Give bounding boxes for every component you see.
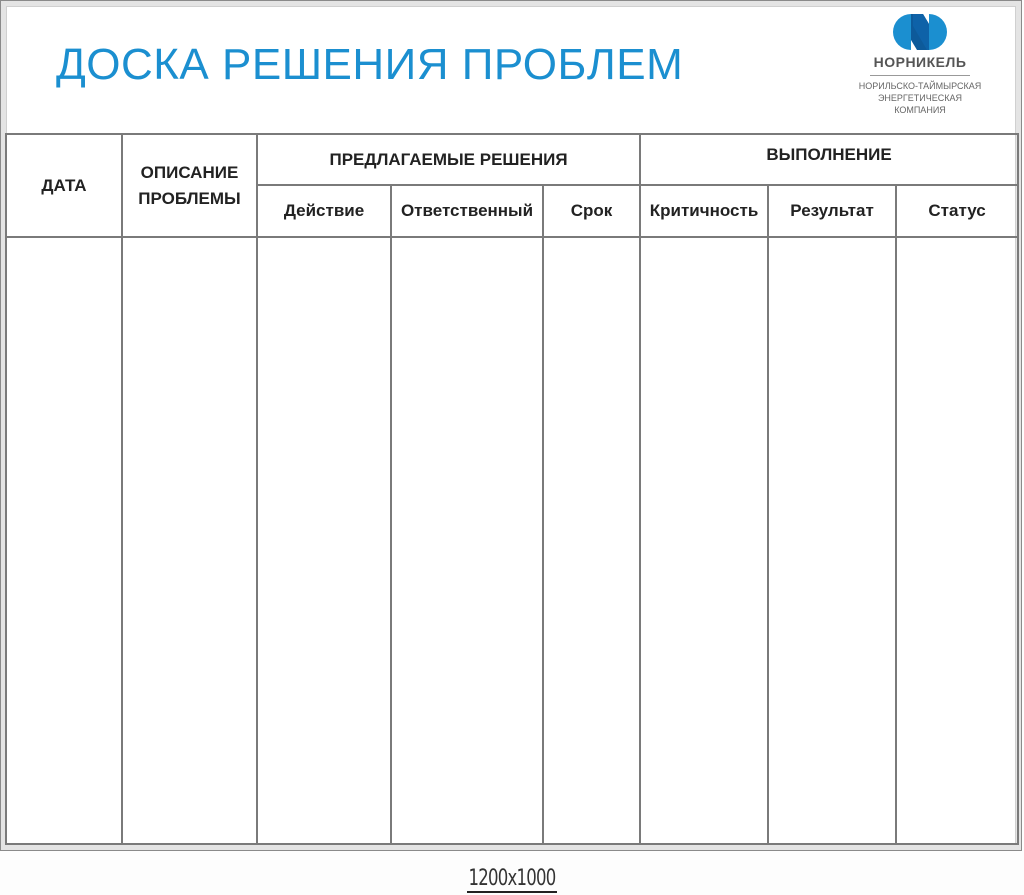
cell-problem — [122, 237, 257, 844]
logo-subtitle-2: ЭНЕРГЕТИЧЕСКАЯ — [877, 93, 963, 103]
logo-subtitle-3: КОМПАНИЯ — [894, 105, 946, 115]
header-problem-line2: ПРОБЛЕМЫ — [138, 188, 241, 208]
logo-name: НОРНИКЕЛЬ — [873, 54, 967, 70]
subheader-action: Действие — [257, 185, 391, 237]
subheader-result: Результат — [768, 185, 896, 237]
subheader-responsible: Ответственный — [391, 185, 543, 237]
cell-criticality — [640, 237, 768, 844]
empty-body-row — [6, 237, 1018, 844]
nornickel-logo-icon — [893, 14, 947, 50]
problem-table — [5, 133, 1019, 845]
dimensions-label: 1200x1000 — [468, 866, 556, 891]
logo-subtitle-1: НОРИЛЬСКО-ТАЙМЫРСКАЯ — [858, 81, 982, 91]
board-title: ДОСКА РЕШЕНИЯ ПРОБЛЕМ — [56, 40, 684, 89]
subheader-status: Статус — [896, 185, 1018, 237]
header-execution: ВЫПОЛНЕНИЕ — [640, 134, 1018, 185]
cell-deadline — [543, 237, 640, 844]
header-date: ДАТА — [6, 134, 122, 237]
header-problem-line1: ОПИСАНИЕ — [140, 162, 239, 182]
dimensions-caption — [0, 866, 1024, 893]
subheader-deadline: Срок — [543, 185, 640, 237]
cell-responsible — [391, 237, 543, 844]
header-problem-description — [122, 134, 257, 237]
subheader-criticality: Критичность — [640, 185, 768, 237]
cell-date — [6, 237, 122, 844]
company-logo — [835, 8, 1005, 128]
logo-divider — [870, 75, 970, 76]
cell-status — [896, 237, 1018, 844]
cell-result — [768, 237, 896, 844]
cell-action — [257, 237, 391, 844]
header-proposed-solutions: ПРЕДЛАГАЕМЫЕ РЕШЕНИЯ — [257, 134, 640, 185]
